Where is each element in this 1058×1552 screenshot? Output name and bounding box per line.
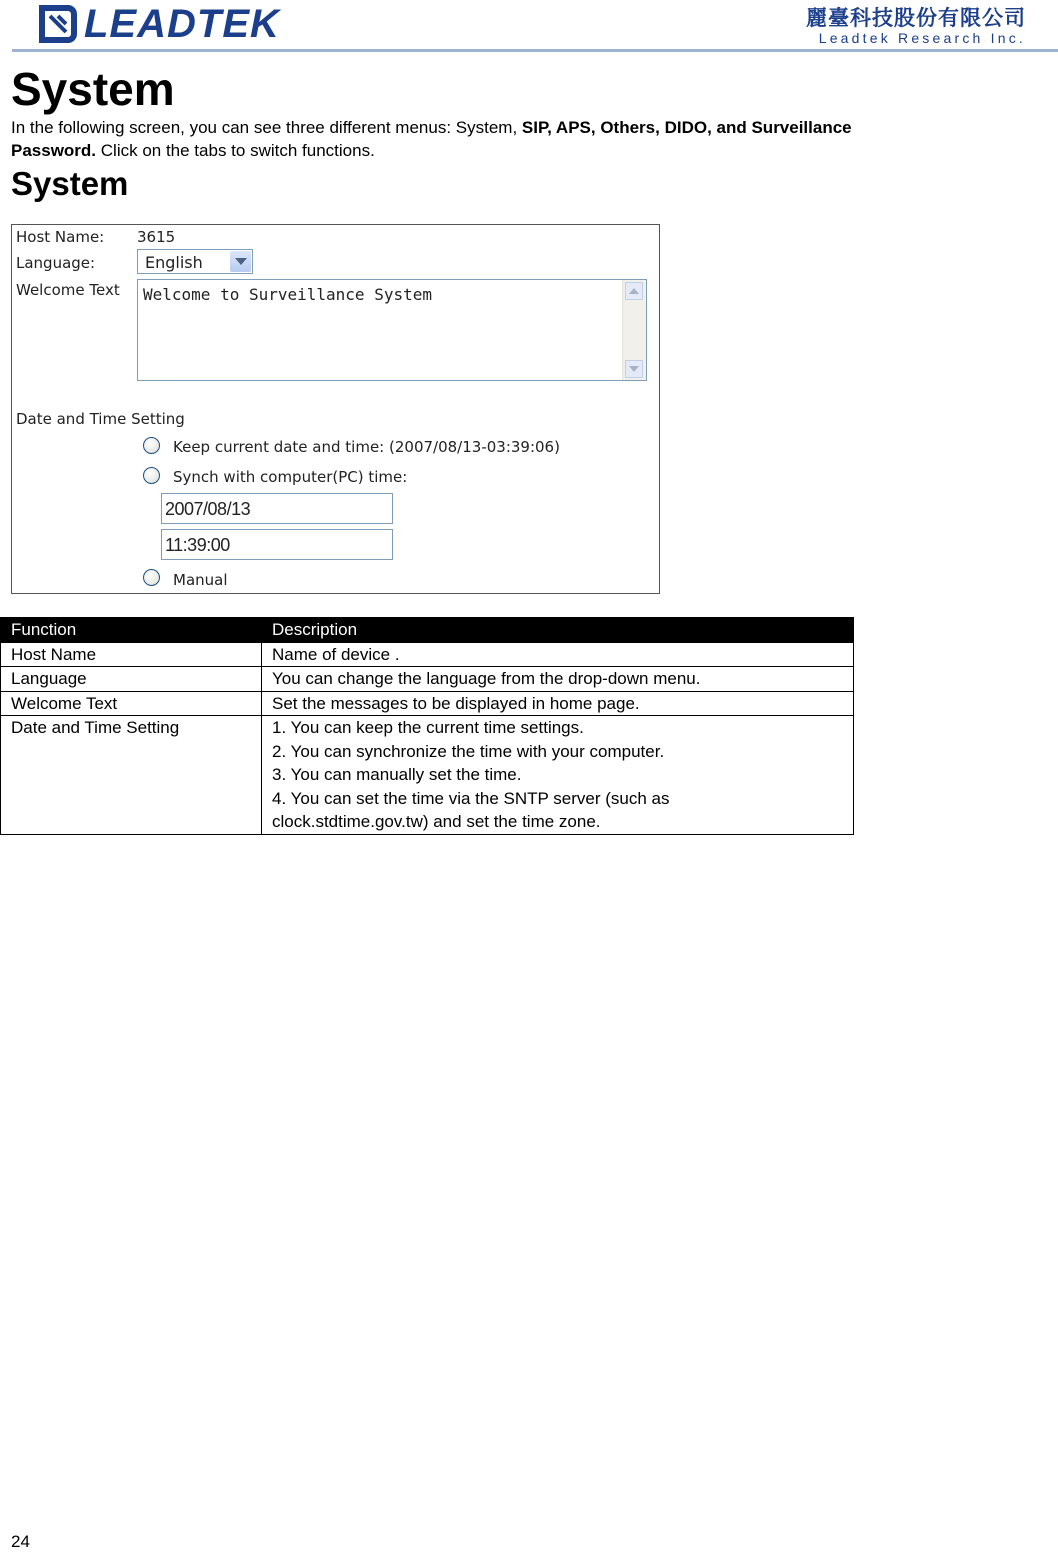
table-row (1, 642, 854, 667)
language-select[interactable] (137, 249, 253, 274)
function-description-table (0, 617, 854, 835)
synch-pc-label: Synch with computer(PC) time: (173, 468, 408, 486)
description-line: 3. You can manually set the time. (272, 765, 522, 784)
intro-bold-menus: SIP, APS, Others, DIDO, and Surveillance (521, 118, 852, 137)
system-settings-screenshot (11, 224, 660, 594)
page-title: System (11, 63, 175, 115)
textarea-scrollbar[interactable] (622, 280, 646, 380)
description-line: clock.stdtime.gov.tw) and set the time zone. (272, 812, 601, 831)
description-cell: You can change the language from the drop-down menu. (262, 667, 854, 692)
manual-label: Manual (173, 571, 228, 589)
language-label: Language: (16, 254, 96, 272)
brand-wordmark: LEADTEK (84, 2, 280, 46)
language-selected-value: English (145, 253, 203, 272)
intro-paragraph (11, 116, 1031, 162)
datetime-setting-label: Date and Time Setting (16, 410, 185, 428)
intro-text-1: In the following screen, you can see three different menus: System, (11, 118, 522, 137)
date-input-value: 2007/08/13 (165, 499, 251, 519)
company-name (806, 6, 1026, 46)
section-title: System (11, 165, 129, 202)
host-name-label: Host Name: (16, 228, 105, 246)
function-cell: Welcome Text (1, 691, 262, 716)
scroll-down-icon[interactable] (625, 360, 643, 378)
synch-pc-radio[interactable] (143, 467, 160, 484)
page-number: 24 (11, 1532, 30, 1551)
table-row (1, 691, 854, 716)
table-row (1, 667, 854, 692)
intro-bold-password: Password. (11, 141, 97, 160)
date-input[interactable] (161, 493, 393, 524)
intro-text-2: Click on the tabs to switch functions. (96, 141, 375, 160)
table-row (1, 716, 854, 835)
welcome-text-area[interactable] (137, 279, 647, 381)
page-header (0, 0, 1058, 56)
table-header-row (1, 618, 854, 643)
description-line: 4. You can set the time via the SNTP server (such as (272, 788, 670, 808)
description-line: 1. You can keep the current time settings. (272, 718, 584, 737)
function-cell: Date and Time Setting (1, 716, 262, 835)
description-cell: Set the messages to be displayed in home page. (262, 691, 854, 716)
welcome-text-value: Welcome to Surveillance System (143, 285, 432, 304)
chevron-down-icon[interactable] (230, 251, 251, 272)
description-cell: Name of device . (262, 642, 854, 667)
welcome-text-label: Welcome Text (16, 281, 120, 299)
header-divider (12, 49, 1058, 52)
keep-time-radio[interactable] (143, 437, 160, 454)
description-line: 2. You can synchronize the time with your computer. (272, 741, 665, 761)
time-input-value: 11:39:00 (165, 535, 230, 555)
manual-radio[interactable] (143, 569, 160, 586)
scroll-up-icon[interactable] (625, 282, 643, 300)
function-cell: Host Name (1, 642, 262, 667)
header-description: Description (262, 618, 854, 643)
header-function: Function (1, 618, 262, 643)
host-name-value: 3615 (137, 228, 176, 246)
description-cell (262, 716, 854, 835)
keep-time-label: Keep current date and time: (2007/08/13-03:39:06) (173, 438, 560, 456)
company-name-cn: 麗臺科技股份有限公司 (806, 6, 1026, 30)
time-input[interactable] (161, 529, 393, 560)
company-name-en: Leadtek Research Inc. (818, 30, 1026, 46)
function-cell: Language (1, 667, 262, 692)
